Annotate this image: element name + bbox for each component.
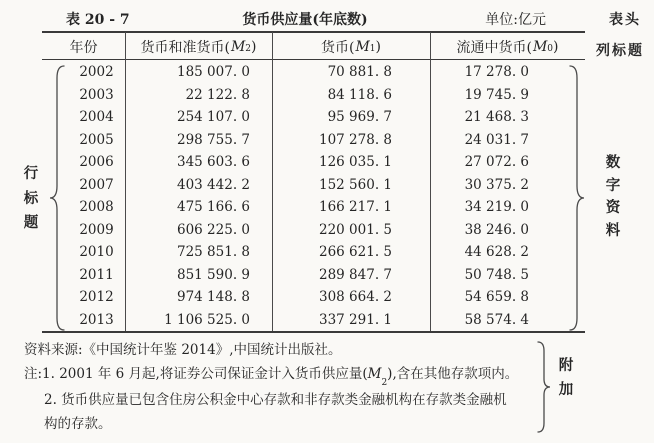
- cell-m1: 266 621. 5: [319, 244, 392, 261]
- cell-m0: 24 031. 7: [464, 131, 529, 148]
- column-header-label: 货币和准货币(: [140, 39, 230, 56]
- annotation-row-label: [22, 167, 40, 231]
- variable-subscript: 2: [245, 44, 252, 54]
- row-label-char: 行: [23, 165, 39, 182]
- cell-m2: 22 122. 8: [185, 86, 250, 103]
- cell-m1: 126 035. 1: [319, 154, 392, 171]
- column-header-label: 流通中货币(: [456, 39, 532, 56]
- column-header-label: ): [553, 38, 559, 55]
- table-row: [42, 61, 585, 84]
- table-row: [42, 174, 585, 197]
- cell-m2: 974 148. 8: [177, 289, 250, 306]
- unit-label: 单位:亿元: [485, 12, 546, 28]
- table-number: 表 20 - 7: [66, 12, 130, 28]
- column-header-m0: [430, 34, 585, 59]
- note-1: [24, 362, 519, 388]
- appendix-label-char: 附: [558, 357, 574, 374]
- table-row: [42, 309, 585, 332]
- variable-symbol: M: [355, 38, 370, 55]
- cell-year: 2009: [79, 221, 114, 238]
- cell-m0: 54 659. 8: [464, 289, 529, 306]
- variable-symbol: M: [532, 38, 548, 55]
- cell-m2: 851 590. 9: [177, 266, 250, 283]
- cell-m2: 185 007. 0: [177, 64, 250, 81]
- cell-m1: 70 881. 8: [327, 64, 392, 81]
- cell-m2: 298 755. 7: [177, 131, 250, 148]
- cell-m2: 403 442. 2: [177, 176, 250, 193]
- cell-year: 2006: [79, 154, 114, 171]
- variable-symbol: M: [367, 366, 382, 382]
- data-label-char: 资: [605, 199, 621, 216]
- cell-m0: 44 628. 2: [464, 244, 529, 261]
- cell-year: 2011: [79, 266, 114, 283]
- column-header-row: [42, 34, 585, 59]
- cell-m1: 95 969. 7: [327, 109, 392, 126]
- cell-year: 2004: [79, 109, 114, 126]
- cell-year: 2013: [79, 311, 114, 328]
- cell-m1: 152 560. 1: [319, 176, 392, 193]
- table-bottom-rule: [42, 331, 585, 333]
- cell-m0: 19 745. 9: [464, 86, 529, 103]
- cell-year: 2010: [79, 244, 114, 261]
- variable-subscript: 2: [381, 377, 388, 388]
- data-label-char: 字: [605, 176, 621, 194]
- note-2-line-1: 2. 货币供应量已包含住房公积金中心存款和非存款类金融机构在存款类金融机: [44, 392, 507, 408]
- table-row: [42, 106, 585, 129]
- note-2-line-2: 构的存款。: [44, 416, 112, 432]
- cell-year: 2007: [79, 176, 114, 193]
- cell-m0: 17 278. 0: [464, 64, 529, 81]
- table-body: [42, 61, 585, 331]
- appendix-label-char: 加: [558, 380, 574, 398]
- left-brace-rows: [48, 64, 66, 332]
- cell-m1: 308 664. 2: [319, 289, 392, 306]
- cell-m2: 345 603. 6: [177, 154, 250, 171]
- cell-m0: 34 219. 0: [464, 199, 529, 216]
- cell-m0: 50 748. 5: [464, 266, 529, 283]
- cell-m1: 166 217. 1: [319, 199, 392, 216]
- cell-m2: 475 166. 6: [177, 199, 250, 216]
- page-title: 货币供应量(年底数): [242, 12, 368, 28]
- variable-subscript: 0: [547, 44, 554, 54]
- variable-subscript: 1: [369, 44, 376, 54]
- right-brace-data: [568, 64, 586, 332]
- table-top-rule: [42, 31, 585, 33]
- annotation-appendix-label: [557, 359, 575, 397]
- cell-m0: 58 574. 4: [464, 311, 529, 328]
- table-row: [42, 241, 585, 264]
- annotation-column-label: 列标题: [596, 43, 644, 59]
- table-row: [42, 151, 585, 174]
- cell-m0: 38 246. 0: [464, 221, 529, 238]
- cell-year: 2002: [79, 64, 114, 81]
- cell-m1: 84 118. 6: [327, 86, 392, 103]
- cell-m2: 606 225. 0: [177, 221, 250, 238]
- annotation-data-label: [604, 156, 622, 238]
- column-header-label: ): [251, 38, 257, 55]
- table-row: [42, 286, 585, 309]
- table-row: [42, 196, 585, 219]
- cell-m2: 254 107. 0: [177, 109, 250, 126]
- cell-m0: 21 468. 3: [464, 109, 529, 126]
- cell-year: 2005: [79, 131, 114, 148]
- table-row: [42, 264, 585, 287]
- column-header-label: 货币(: [320, 39, 355, 56]
- column-header-label: ): [375, 38, 381, 55]
- cell-year: 2008: [79, 199, 114, 216]
- source-note: 资料来源:《中国统计年鉴 2014》,中国统计出版社。: [24, 342, 342, 358]
- variable-symbol: M: [230, 38, 246, 55]
- table-header-rule: [42, 59, 585, 60]
- column-header-label: 年份: [69, 39, 98, 56]
- table-row: [42, 84, 585, 107]
- cell-m1: 289 847. 7: [319, 266, 392, 283]
- right-brace-notes: [536, 340, 552, 434]
- column-header-m2: [125, 34, 272, 59]
- cell-year: 2003: [79, 86, 114, 103]
- note-1-text: 注:1. 2001 年 6 月起,将证券公司保证金计入货币供应量(: [24, 366, 368, 382]
- row-label-char: 标: [23, 189, 39, 207]
- data-label-char: 数: [605, 154, 621, 171]
- row-label-char: 题: [23, 214, 39, 231]
- cell-m1: 107 278. 8: [319, 131, 392, 148]
- cell-m2: 1 106 525. 0: [164, 311, 250, 328]
- cell-m2: 725 851. 8: [177, 244, 250, 261]
- column-header-year: [42, 34, 125, 59]
- table-row: [42, 129, 585, 152]
- cell-m1: 220 001. 5: [319, 221, 392, 238]
- cell-m0: 27 072. 6: [464, 154, 529, 171]
- cell-m1: 337 291. 1: [319, 311, 392, 328]
- table-row: [42, 219, 585, 242]
- cell-m0: 30 375. 2: [464, 176, 529, 193]
- cell-year: 2012: [79, 289, 114, 306]
- data-label-char: 料: [605, 221, 621, 239]
- note-1-text: ),含在其他存款项内。: [387, 366, 519, 382]
- column-header-m1: [272, 34, 430, 59]
- annotation-header-label: 表头: [609, 12, 641, 28]
